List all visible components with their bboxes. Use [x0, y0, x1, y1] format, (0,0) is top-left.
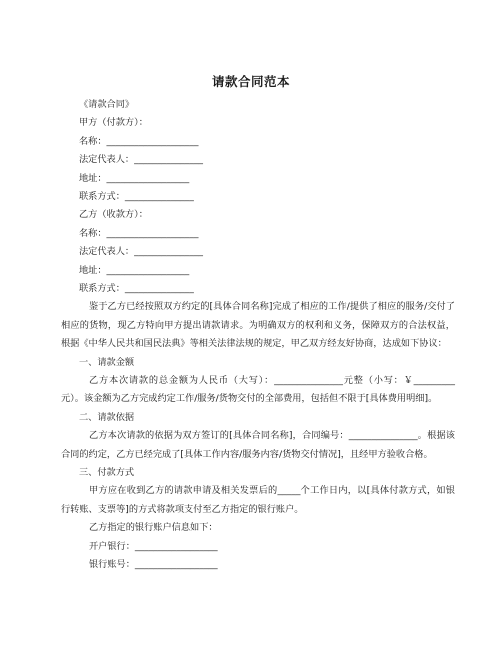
- bank-name-field: 开户银行：__________________: [89, 540, 218, 552]
- section-text-payment: 甲方应在收到乙方的请款申请及相关发票后的_____个工作日内，以[具体付款方式，如银行转账、支票等]的方式将款项支付至乙方指定的银行账户。: [61, 485, 455, 515]
- document-body: [61, 96, 455, 574]
- section-heading-basis: 二、请款依据: [79, 411, 135, 423]
- party-a-contact-field: 联系方式：_______________: [79, 190, 194, 202]
- party-b-contact-field: 联系方式：_______________: [79, 282, 194, 294]
- party-a-address-field: 地址：__________________: [79, 172, 190, 184]
- party-b-name-field: 名称：____________________: [79, 227, 199, 239]
- intro-paragraph: 鉴于乙方已经按照双方约定的[具体合同名称]完成了相应的工作/提供了相应的服务/交付了相应的货物，现乙方特向甲方提出请款请求。为明确双方的权利和义务，保障双方的合法权益，根据《中华人民共和国民法典》等相关法律法规的规定，甲乙双方经友好协商，达成如下协议：: [61, 301, 455, 350]
- document-title: 请款合同范本: [211, 74, 290, 89]
- party-a-heading: 甲方（付款方）：: [79, 117, 148, 129]
- party-a-representative-field: 法定代表人：_______________: [79, 154, 204, 166]
- party-b-heading: 乙方（收款方）：: [79, 209, 148, 221]
- section-heading-amount: 一、请款金额: [79, 356, 135, 368]
- bank-account-field: 银行账号：__________________: [89, 558, 218, 570]
- bank-info-intro: 乙方指定的银行账户信息如下：: [89, 522, 218, 534]
- section-heading-payment: 三、付款方式: [79, 466, 135, 478]
- party-b-address-field: 地址：__________________: [79, 264, 190, 276]
- section-text-basis: 乙方本次请款的依据为双方签订的[具体合同名称]，合同编号：_______________。根据该合同的约定，乙方已经完成了[具体工作内容/服务内容/货物交付情况]，且经甲方验收合格。: [61, 430, 455, 460]
- party-b-representative-field: 法定代表人：_______________: [79, 246, 204, 258]
- party-a-name-field: 名称：____________________: [79, 135, 199, 147]
- contract-name-line: 《请款合同》: [79, 99, 135, 110]
- section-text-amount: 乙方本次请款的总金额为人民币（大写）：_______________元整（小写：￥_________元）。该金额为乙方完成约定工作/服务/货物交付的全部费用，包括但不限于[具体费用明细]。: [61, 374, 455, 405]
